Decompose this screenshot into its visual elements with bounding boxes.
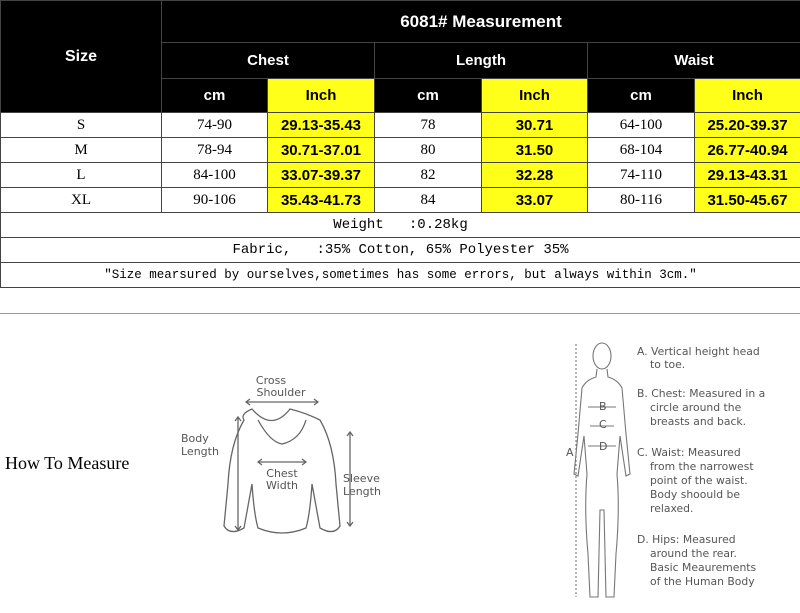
chest-inch-header: Inch <box>268 79 375 113</box>
table-row <box>1 113 800 138</box>
note-b: B. Chest: Measured in a <box>637 387 765 400</box>
table-title: 6081# Measurement <box>162 1 800 43</box>
note-d: Basic Meaurements <box>650 561 757 574</box>
waist-cm-header: cm <box>588 79 695 113</box>
body-length-label: Length <box>181 445 219 458</box>
chest-inch-cell: 33.07-39.37 <box>268 163 375 188</box>
length-cm-cell: 78 <box>375 113 482 138</box>
chest-header: Chest <box>162 43 375 79</box>
sleeve-length-label: Sleeve <box>343 472 380 485</box>
length-inch-cell: 33.07 <box>482 188 588 213</box>
measurement-notes <box>637 345 765 588</box>
waist-header: Waist <box>588 43 800 79</box>
weight-row: Weight :0.28kg <box>1 213 800 238</box>
table-row <box>1 188 800 213</box>
how-to-measure-label: How To Measure <box>5 453 129 474</box>
chest-inch-cell: 29.13-35.43 <box>268 113 375 138</box>
length-inch-cell: 31.50 <box>482 138 588 163</box>
note-c: C. Waist: Measured <box>637 446 741 459</box>
head-icon <box>593 343 611 369</box>
note-c: from the narrowest <box>650 460 754 473</box>
note-b: breasts and back. <box>650 415 746 428</box>
waist-cm-cell: 68-104 <box>588 138 695 163</box>
note-c: point of the waist. <box>650 474 748 487</box>
note-a: to toe. <box>650 358 685 371</box>
marker-d: D <box>599 440 607 453</box>
marker-a: A <box>566 446 574 459</box>
note-c: relaxed. <box>650 502 693 515</box>
cross-shoulder-label: Cross <box>256 374 286 387</box>
how-to-measure-section <box>0 313 800 613</box>
waist-cm-cell: 80-116 <box>588 188 695 213</box>
chest-inch-cell: 35.43-41.73 <box>268 188 375 213</box>
length-cm-cell: 84 <box>375 188 482 213</box>
waist-inch-cell: 25.20-39.37 <box>695 113 800 138</box>
note-d: around the rear. <box>650 547 737 560</box>
length-cm-cell: 82 <box>375 163 482 188</box>
chest-cm-cell: 74-90 <box>162 113 268 138</box>
length-inch-cell: 32.28 <box>482 163 588 188</box>
body-length-label: Body <box>181 432 209 445</box>
chest-width-label: Width <box>266 479 298 492</box>
garment-diagram <box>224 399 353 533</box>
note-d: D. Hips: Measured <box>637 533 736 546</box>
note-c: Body shoould be <box>650 488 740 501</box>
size-cell: M <box>1 138 162 163</box>
waist-inch-header: Inch <box>695 79 800 113</box>
collar-icon <box>258 420 306 444</box>
marker-c: C <box>599 418 607 431</box>
note-d: of the Human Body <box>650 575 755 588</box>
length-inch-header: Inch <box>482 79 588 113</box>
measure-illustrations <box>0 314 800 613</box>
note-b: circle around the <box>650 401 742 414</box>
length-cm-cell: 80 <box>375 138 482 163</box>
size-cell: S <box>1 113 162 138</box>
table-row <box>1 163 800 188</box>
size-header: Size <box>1 1 162 113</box>
waist-inch-cell: 26.77-40.94 <box>695 138 800 163</box>
marker-b: B <box>599 400 607 413</box>
table-row <box>1 138 800 163</box>
waist-inch-cell: 31.50-45.67 <box>695 188 800 213</box>
chest-cm-cell: 84-100 <box>162 163 268 188</box>
sleeve-length-label: Length <box>343 485 381 498</box>
chest-cm-cell: 78-94 <box>162 138 268 163</box>
chest-cm-header: cm <box>162 79 268 113</box>
cross-shoulder-label: Shoulder <box>257 386 306 399</box>
fabric-row: Fabric, :35% Cotton, 65% Polyester 35% <box>1 238 800 263</box>
waist-inch-cell: 29.13-43.31 <box>695 163 800 188</box>
length-cm-header: cm <box>375 79 482 113</box>
waist-cm-cell: 74-110 <box>588 163 695 188</box>
size-chart-table <box>0 0 800 288</box>
chest-width-label: Chest <box>266 467 298 480</box>
size-cell: L <box>1 163 162 188</box>
body-figure <box>574 343 630 597</box>
note-a: A. Vertical height head <box>637 345 760 358</box>
chest-cm-cell: 90-106 <box>162 188 268 213</box>
length-inch-cell: 30.71 <box>482 113 588 138</box>
chest-inch-cell: 30.71-37.01 <box>268 138 375 163</box>
size-cell: XL <box>1 188 162 213</box>
waist-cm-cell: 64-100 <box>588 113 695 138</box>
size-note: "Size mearsured by ourselves,sometimes has some errors, but always within 3cm." <box>1 263 800 288</box>
length-header: Length <box>375 43 588 79</box>
